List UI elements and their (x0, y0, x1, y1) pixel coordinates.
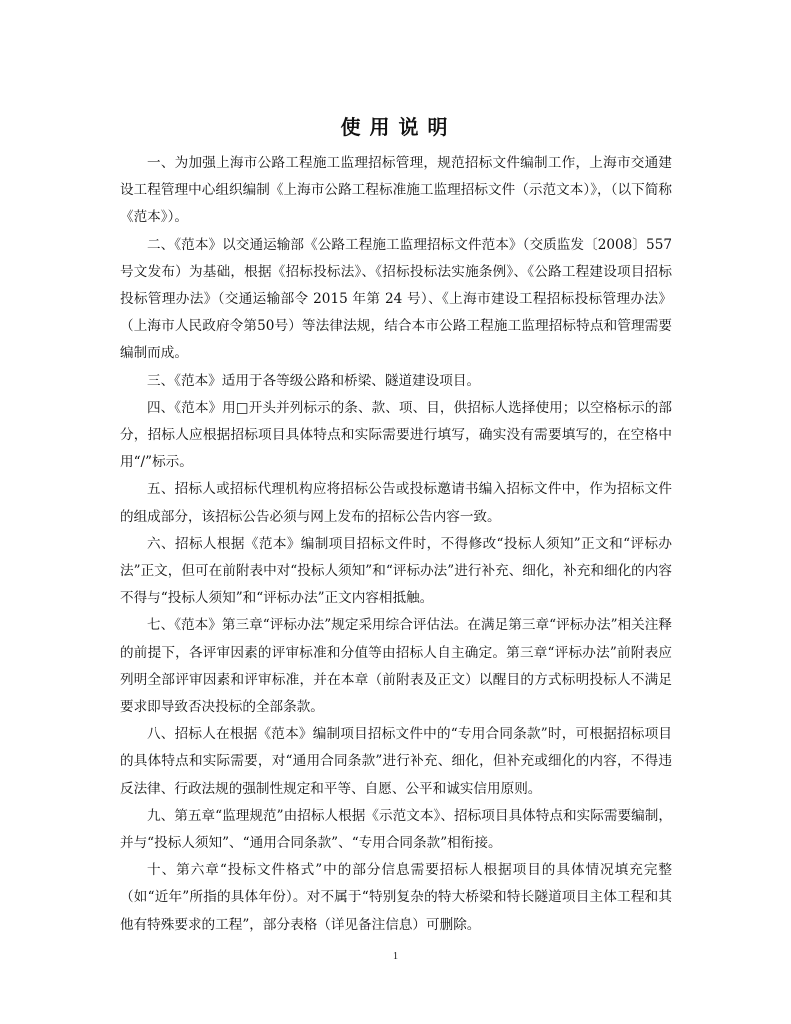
page-number: 1 (393, 951, 398, 962)
paragraph-8: 八、招标人在根据《范本》编制项目招标文件中的“专用合同条款”时，可根据招标项目的具体特点和实际需要，对“通用合同条款”进行补充、细化，但补充或细化的内容，不得违反法律、行政法规的强制性规定和平等、自愿、公平和诚实信用原则。 (120, 726, 672, 797)
paragraph-9: 九、第五章“监理规范”由招标人根据《示范文本》、招标项目具体特点和实际需要编制，并与“投标人须知”、“通用合同条款”、“专用合同条款”相衔接。 (120, 807, 672, 852)
paragraph-10: 十、第六章“投标文件格式”中的部分信息需要招标人根据项目的具体情况填充完整（如“近年”所指的具体年份）。对不属于“特别复杂的特大桥梁和特长隧道项目主体工程和其他有特殊要求的工程”，部分表格（详见备注信息）可删除。 (120, 862, 672, 933)
paragraph-6: 六、招标人根据《范本》编制项目招标文件时，不得修改“投标人须知”正文和“评标办法”正文，但可在前附表中对“投标人须知”和“评标办法”进行补充、细化，补充和细化的内容不得与“投标人须知”和“评标办法”正文内容相抵触。 (120, 535, 672, 607)
paragraph-2: 二、《范本》以交通运输部《公路工程施工监理招标文件范本》（交质监发〔2008〕557号文发布）为基础，根据《招标投标法》、《招标投标法实施条例》、《公路工程建设项目招标投标管理办法》（交通运输部令 2015 年第 24 号）、《上海市建设工程招标投标管理办法》（上海市人民政府令第50号）等法律法规，结合本市公路工程施工监理招标特点和管理需要编制而成。 (120, 236, 672, 362)
paragraph-1: 一、为加强上海市公路工程施工监理招标管理，规范招标文件编制工作，上海市交通建设工程管理中心组织编制《上海市公路工程标准施工监理招标文件（示范文本）》，（以下简称《范本》）。 (120, 155, 672, 226)
paragraph-5: 五、招标人或招标代理机构应将招标公告或投标邀请书编入招标文件中，作为招标文件的组成部分，该招标公告必须与网上发布的招标公告内容一致。 (120, 481, 672, 525)
paragraph-4: 四、《范本》用□开头并列标示的条、款、项、目，供招标人选择使用；以空格标示的部分，招标人应根据招标项目具体特点和实际需要进行填写，确实没有需要填写的，在空格中用“/”标示。 (120, 399, 672, 471)
page-title: 使用说明 (340, 115, 457, 139)
paragraph-3: 三、《范本》适用于各等级公路和桥梁、隧道建设项目。 (147, 372, 481, 389)
paragraph-7: 七、《范本》第三章“评标办法”规定采用综合评估法。在满足第三章“评标办法”相关注释的前提下，各评审因素的评审标准和分值等由招标人自主确定。第三章“评标办法”前附表应列明全部评审因素和评审标准，并在本章（前附表及正文）以醒目的方式标明投标人不满足要求即导致否决投标的全部条款。 (120, 617, 672, 716)
document-body (120, 150, 672, 939)
